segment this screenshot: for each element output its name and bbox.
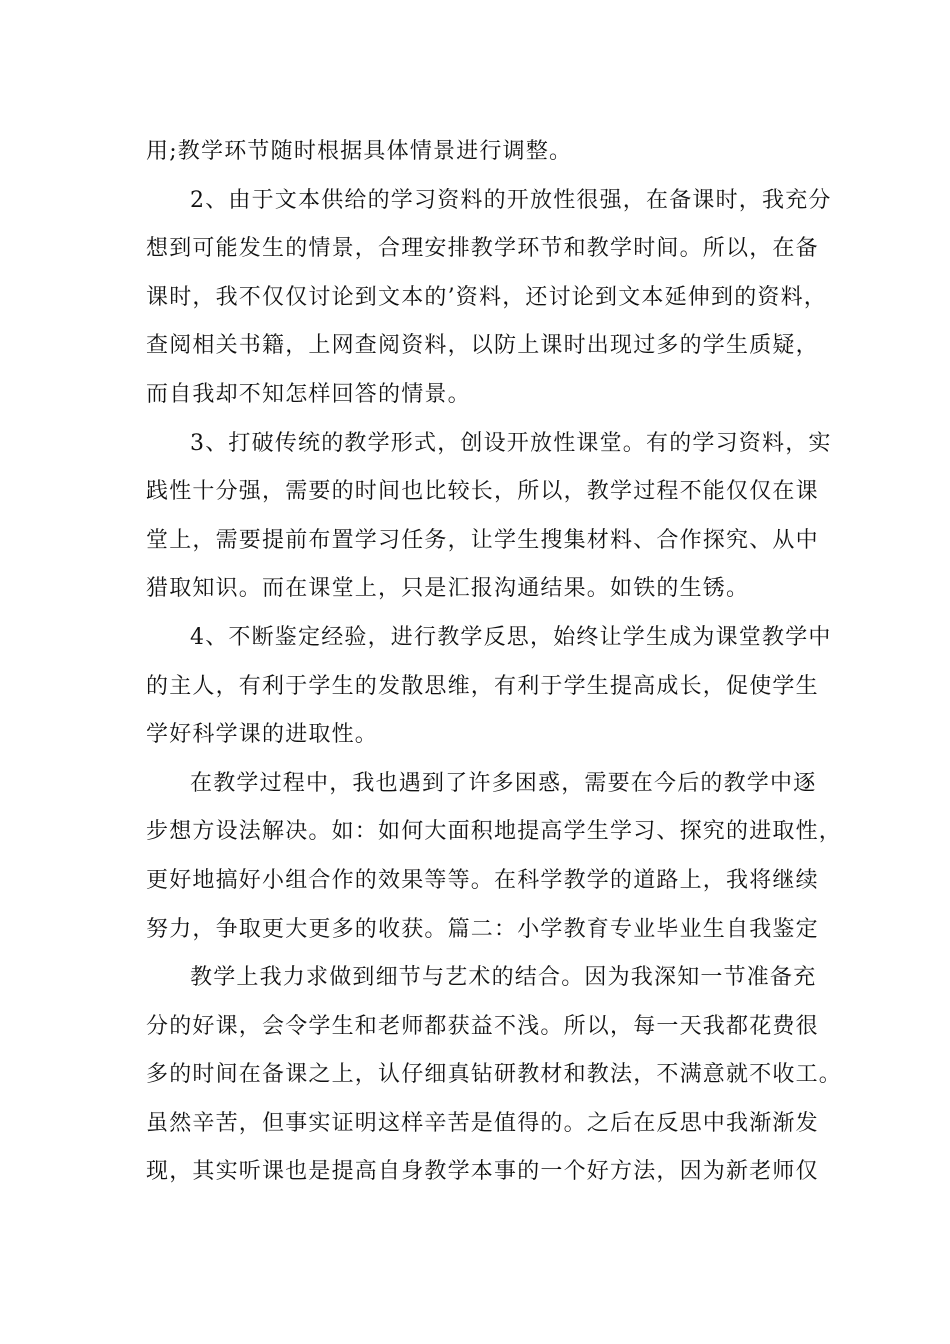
text-line: 4、不断鉴定经验，进行教学反思，始终让学生成为课堂教学中 xyxy=(190,624,832,650)
text-line: 践性十分强，需要的时间也比较长，所以，教学过程不能仅仅在课 xyxy=(146,479,819,505)
text-line: 学好科学课的进取性。 xyxy=(146,722,379,748)
text-line: 更好地搞好小组合作的效果等等。在科学教学的道路上，我将继续 xyxy=(146,867,819,893)
text-line: 现，其实听课也是提高自身教学本事的一个好方法，因为新老师仅 xyxy=(146,1159,819,1185)
text-line: 在教学过程中，我也遇到了许多困惑，需要在今后的教学中逐 xyxy=(190,770,817,796)
text-line: 3、打破传统的教学形式，创设开放性课堂。有的学习资料，实 xyxy=(190,430,832,456)
text-line: 的主人，有利于学生的发散思维，有利于学生提高成长，促使学生 xyxy=(146,673,819,699)
text-line: 用;教学环节随时根据具体情景进行调整。 xyxy=(146,139,573,164)
text-line: 努力，争取更大更多的收获。篇二：小学教育专业毕业生自我鉴定 xyxy=(146,916,819,942)
text-line: 查阅相关书籍，上网查阅资料，以防上课时出现过多的学生质疑， xyxy=(146,333,819,359)
text-line: 而自我却不知怎样回答的情景。 xyxy=(146,381,471,407)
text-line: 想到可能发生的情景，合理安排教学环节和教学时间。所以，在备 xyxy=(146,236,819,262)
text-line: 分的好课，会令学生和老师都获益不浅。所以，每一天我都花费很 xyxy=(146,1013,819,1039)
text-line: 多的时间在备课之上，认仔细真钻研教材和教法，不满意就不收工。 xyxy=(146,1062,843,1088)
text-line: 步想方设法解决。如：如何大面积地提高学生学习、探究的进取性， xyxy=(146,819,843,845)
text-line: 教学上我力求做到细节与艺术的结合。因为我深知一节准备充 xyxy=(190,965,817,991)
text-line: 虽然辛苦，但事实证明这样辛苦是值得的。之后在反思中我渐渐发 xyxy=(146,1110,819,1136)
text-line: 课时，我不仅仅讨论到文本的’资料，还讨论到文本延伸到的资料， xyxy=(146,284,827,310)
document-body xyxy=(146,128,843,1197)
text-line: 2、由于文本供给的学习资料的开放性很强，在备课时，我充分 xyxy=(190,187,832,213)
text-line: 猎取知识。而在课堂上，只是汇报沟通结果。如铁的生锈。 xyxy=(146,576,750,602)
text-line: 堂上，需要提前布置学习任务，让学生搜集材料、合作探究、从中 xyxy=(146,527,819,553)
